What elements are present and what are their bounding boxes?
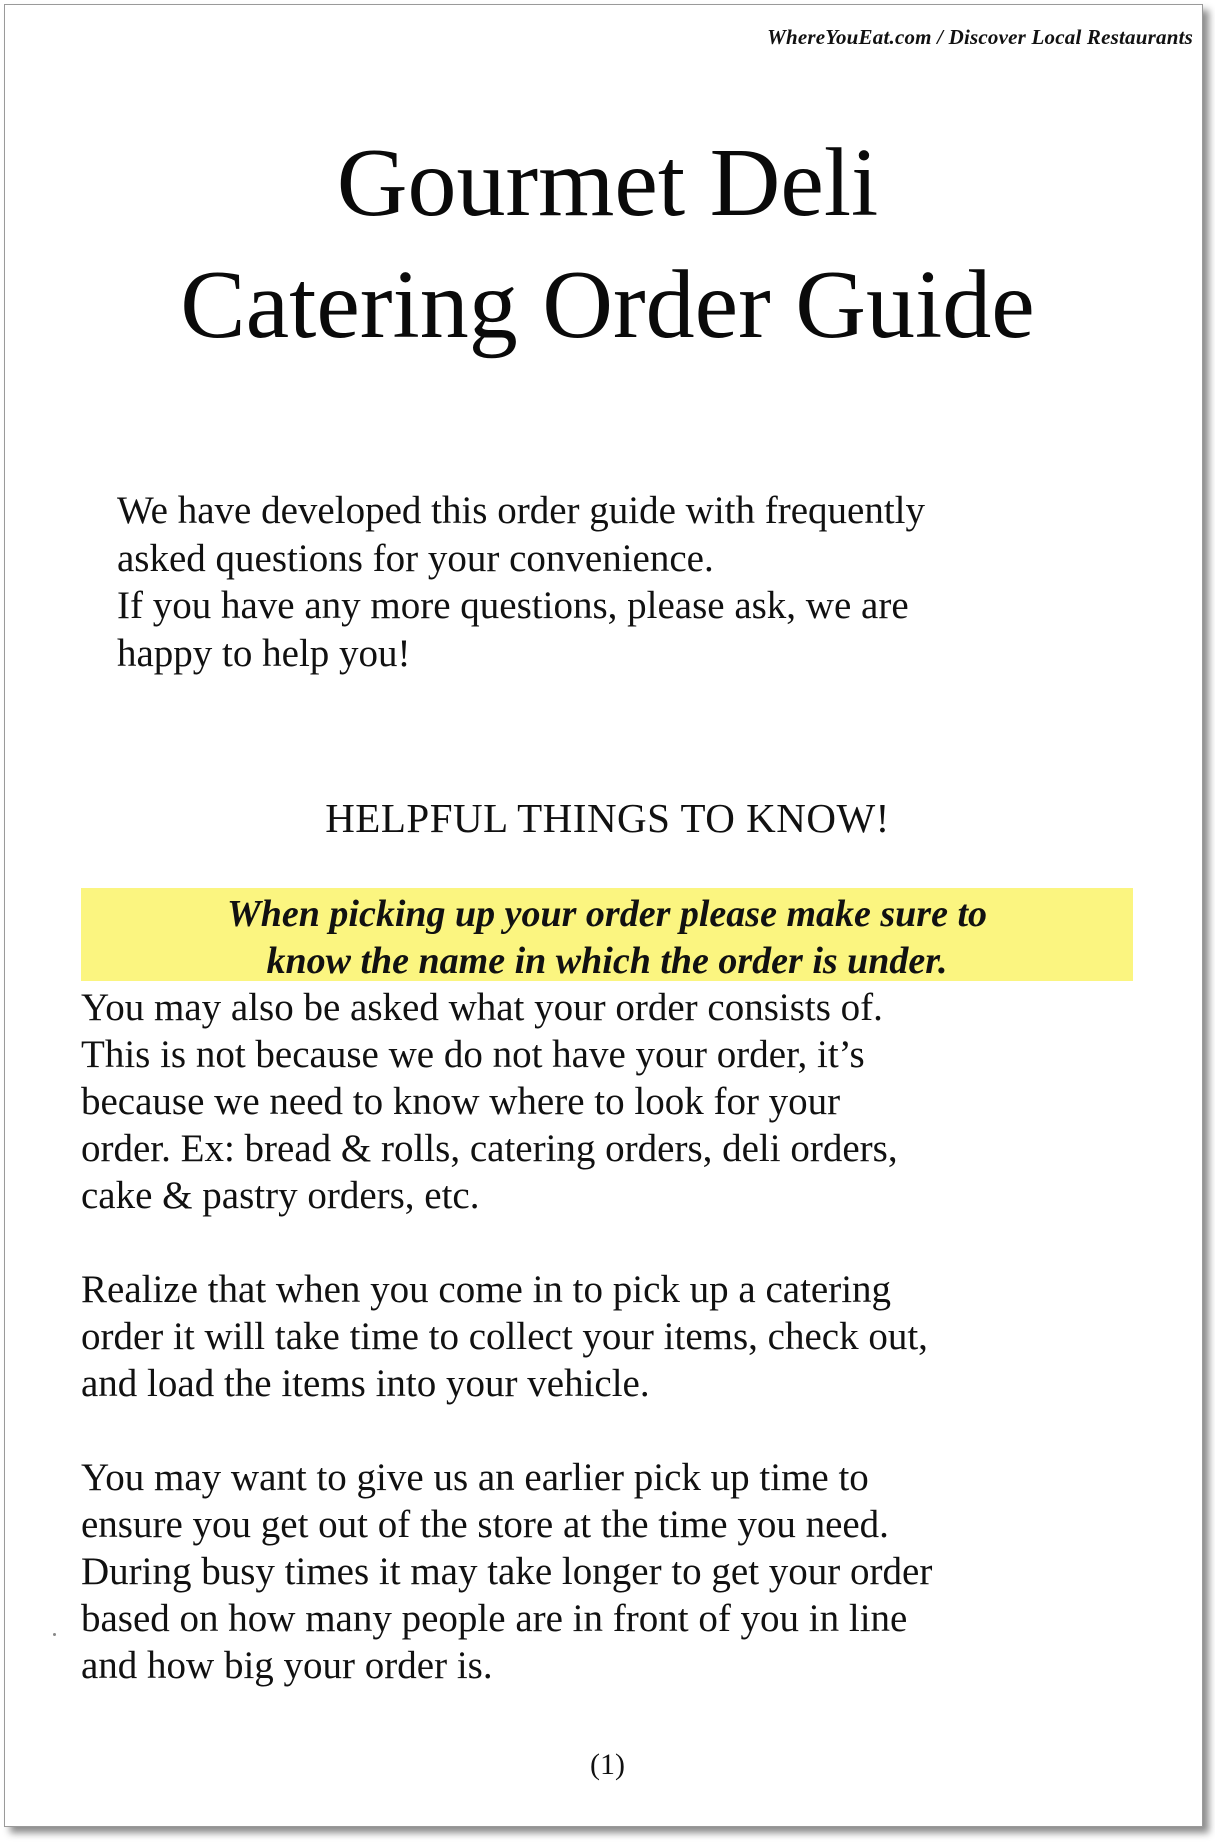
paragraph-line: order it will take time to collect your items, check out, [81,1315,928,1358]
page-number: (1) [590,1748,625,1781]
paragraph-line: order. Ex: bread & rolls, catering orders, deli orders, [81,1127,898,1170]
paragraph-line: cake & pastry orders, etc. [81,1174,480,1217]
notice-line: know the name in which the order is under. [266,940,948,982]
notice-line: When picking up your order please make sure to [226,893,988,935]
paragraph-line: You may want to give us an earlier pick up time to [81,1456,869,1499]
paragraph-line: This is not because we do not have your order, it’s [81,1033,865,1076]
intro-paragraph [117,487,1137,677]
body-text [81,984,1181,1736]
paragraph-line: because we need to know where to look for your [81,1080,841,1123]
paragraph-line: based on how many people are in front of you in line [81,1597,908,1640]
paragraph-line: Realize that when you come in to pick up a catering [81,1268,892,1311]
paragraph-line: During busy times it may take longer to get your order [81,1550,933,1593]
title-line-2: Catering Order Guide [180,251,1035,359]
paragraph-line: ensure you get out of the store at the time you need. [81,1503,889,1546]
title-line-1: Gourmet Deli [336,129,879,237]
paragraph-order-contents [81,984,1181,1219]
paragraph-line: and load the items into your vehicle. [81,1362,650,1405]
intro-line: We have developed this order guide with frequently [117,489,926,532]
paragraph-line: You may also be asked what your order consists of. [81,986,883,1029]
highlighted-notice [81,891,1133,985]
scan-speck [53,1633,56,1636]
paragraph-pickup-time [81,1266,1181,1407]
page-title [0,122,1215,366]
source-caption: WhereYouEat.com / Discover Local Restaurants [767,25,1193,49]
intro-line: If you have any more questions, please ask, we are [117,584,909,627]
paragraph-line: and how big your order is. [81,1644,493,1687]
section-heading: HELPFUL THINGS TO KNOW! [325,795,890,841]
intro-line: asked questions for your convenience. [117,536,714,580]
intro-line: happy to help you! [117,631,411,675]
paragraph-earlier-pickup [81,1454,1181,1689]
